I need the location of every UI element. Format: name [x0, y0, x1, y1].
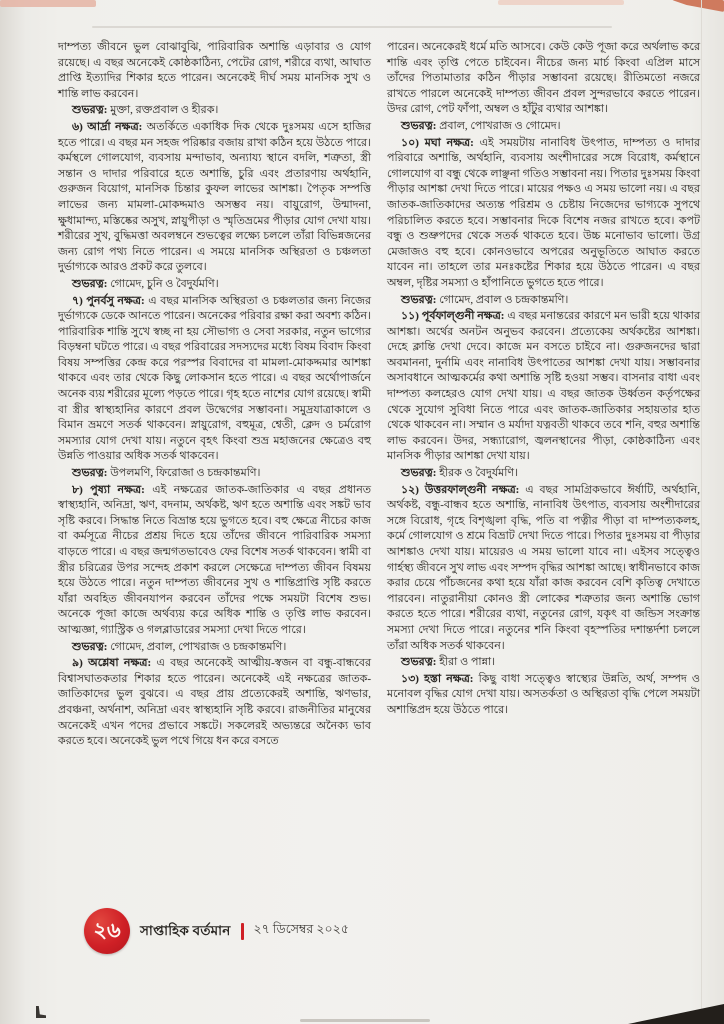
page-number-badge — [84, 908, 130, 954]
scan-fold-line — [92, 26, 612, 28]
section-text: এ বছর মনান্তরের কারণে মন ভারী হয়ে থাকার আশঙ্কা। অর্থের অনটন অনুভব করবেন। প্রত্যেকেয় অর্থকষ্টের আশঙ্কা। দেহে ক্লান্তি দেখা দেবে। কাজে মন বসতে চাইবে না। গুরুজনদের দ্বারা অবমাননা, দুর্নামি এবং নানাবিধ উৎপাতের আশঙ্কা দেখা যায়। সম্ভাবনার অসাবধানে আত্মকর্মের কথা অশান্তি সৃষ্টি হওয়া সম্ভব। বাসনার বাধা এবং দাম্পত্য কলহেরও যোগ দেখা যায়। এ বছর জাতক উর্ধ্বতন কর্তৃপক্ষের থেকে সুযোগ সুবিধা নিতে পারে এবং জাতক-জাতিকার সহায়তার হাত থেকে থাকবেন না। সম্মান ও মর্যাদা যত্নবতী থাকবে তবে শনি, বহুর অশান্তি লাভ করবেন। উদর, সন্ধ্যারোগ, জ্বলনস্থানের পীড়া, কোষ্ঠকাঠিন্য এবং মানসিক পীড়ার আশঙ্কা দেখা যায়। — [387, 310, 701, 463]
lucky-gems-text: গোমেদ, প্রবাল, পোখরাজ ও চন্দ্রকান্তমণি। — [110, 640, 287, 653]
lucky-gems-text: হীরা ও পান্না। — [439, 656, 496, 669]
page-edge-line — [701, 0, 702, 1024]
lucky-gems-text: মুক্তা, রক্তপ্রবাল ও হীরক। — [110, 104, 219, 117]
section-number: ১০) — [401, 136, 419, 149]
paragraph-text: দাম্পত্য জীবনে ভুল বোঝাবুঝি, পারিবারিক অশান্তি এড়াবার ও যোগ রয়েছে। এ বছর অনেকেই কোষ্ঠকাঠিন্য, পেটের রোগ, শরীরে ব্যথা, আঘাত প্রাপ্তি ইত্যাদির শিকার হতে পারেন। অনেকেই দীর্ঘ সময় মানসিক সুখ ও শান্তি লাভ করবেন। — [58, 41, 371, 100]
lucky-gems-label: শুভরত্ন: — [401, 119, 437, 132]
section-number: ১২) — [401, 483, 419, 496]
lucky-gems-text: হীরক ও বৈদুর্যমণি। — [439, 467, 518, 480]
text-column-left — [58, 40, 371, 751]
lucky-gems-text: গোমেদ, প্রবাল ও চন্দ্রকান্তমণি। — [439, 293, 569, 306]
section-text: এ বছর সামগ্রিকভাবে ঈর্ষাটি, অর্থহানি, অর্থকষ্ট, বন্ধু-বান্ধব হতে অশান্তি, নানাবিধ উৎপাত, ব্যবসায় অংশীদারের সঙ্গে বিরোধ, গৃহে বিশৃঙ্খলা বৃদ্ধি, পতি বা পত্নীর পীড়া বা দাম্পত্যকলহ, কর্মে গোলযোগ ও শ্রমে বিভ্রাট দেখা দিতে পারে। পিতার দুঃসময় বা পীড়ার আশঙ্কাও দেখা যায়। মায়েরও এ সময় ভালো যাবে না। এইসব সত্ত্বেও গার্হস্থ্য জীবনে সুখ লাভ এবং সম্পদ বৃদ্ধির আশঙ্কা আছে। স্বাধীনভাবে কাজ করার চেয়ে পাঁচজনের কথা হয়ে যাঁরা কাজ করবেন বেশি কৃতিত্ব দেখাতে পারবেন। নাতুরানীয়া কোনও স্ত্রী লোকের শত্রুতার জন্য অশান্তি ভোগ করতে হতে পারে। শরীরের ব্যথা, নতুনের রোগ, যকৃৎ বা জন্ডিস সংক্রান্ত সমস্যা দেখা দিতে পারে। নতুনের শনি কিংবা বৃহস্পতির দশান্তর্দশা চললে তাঁরা অধিক সতর্ক থাকবেন। — [387, 483, 700, 652]
lucky-gems-label: শুভরত্ন: — [401, 293, 437, 306]
nakshatra-section — [387, 309, 700, 465]
section-number: ১৩) — [401, 672, 419, 685]
lucky-gems-line — [387, 466, 700, 482]
section-title: মঘা নক্ষত্র: — [424, 136, 474, 149]
scan-blot-bottom-left — [36, 1006, 46, 1018]
lucky-gems-line — [387, 293, 700, 309]
section-title: পুষ্যা নক্ষত্র: — [90, 483, 145, 496]
section-title: পুনর্বসু নক্ষত্র: — [86, 294, 145, 307]
section-text: অতর্কিতে একাধিক দিক থেকে দুঃসময় এসে হাজির হতে পারে। এ বছর মন সহজ পরিষ্কার বজায় রাখা কঠিন হয়ে উঠতে পারে। কর্মস্থলে গোলযোগ, ব্যবসায় মন্দাভাব, অন্যায্য স্থানে বদলি, শত্রুতা, স্ত্রী সন্তান ও দাদার পরিবারে হতে অশান্তি, চুরি এবং প্রতারণায় অর্থহানি, গুরুজন বিয়োগ, মানসিক চিন্তার কুফল লাভের আশঙ্কা। পৈতৃক সম্পত্তি লাভের জন্য মামলা-মোকদ্দমাও অসম্ভব নয়। বায়ুরোগ, উন্মাদনা, ক্ষুধামান্দ্য, মস্তিষ্কের অসুখ, স্নায়ুপীড়া ও স্মৃতিভ্রমের পীড়ার যোগ দেখা যায়। শরীরের সুখ, বুদ্ধিমত্তা অবলম্বনে শুভত্বের লক্ষ্যে চললে তাঁরা বিভিন্নজনের জন্য রোগ পথ্য নিতে পারেন। এ সময়ে মানসিক অস্থিরতা ও চঞ্চলতা দুর্ভাগ্যকে আরও প্রকট করে তুলবে। — [58, 120, 371, 274]
lucky-gems-label: শুভরত্ন: — [72, 467, 108, 480]
section-text: এ বছর অনেকেই আত্মীয়-স্বজন বা বন্ধু-বান্ধবের বিশ্বাসঘাতকতার শিকার হতে পারেন। অনেকেই এই নক্ষত্রের জাতক-জাতিকাদের ভুল বুঝবে। এ বছর প্রায় প্রত্যেকেরই অশান্তি, ঋণভার, প্রবঞ্চনা, অর্থনাশ, অনিদ্রা এবং স্বাস্থ্যহানি সৃষ্টি করবে। রাজনীতির মানুষের অনেকেই এখন পদের প্রভাবে সঙ্কটে। সকলেরই অভ্যন্তরে অনৈক্য ভাব করতে হবে। অনেকেই ভুল পথে গিয়ে ধন করে বসতে — [58, 657, 372, 748]
section-number: ৮) — [72, 483, 83, 496]
lucky-gems-label: শুভরত্ন: — [72, 277, 108, 290]
section-title: পূর্বফাল্গুনী নক্ষত্র: — [421, 310, 505, 323]
lucky-gems-line — [58, 277, 371, 293]
lucky-gems-line — [387, 655, 700, 671]
scan-smudge-bottom — [300, 1019, 430, 1022]
nakshatra-section — [387, 136, 700, 292]
lucky-gems-line — [58, 103, 371, 119]
page-number: ২৬ — [93, 918, 121, 942]
section-number: ১১) — [401, 310, 419, 323]
section-title: হস্তা নক্ষত্র: — [424, 672, 474, 685]
lucky-gems-line — [58, 466, 371, 482]
scan-artifact-top-left — [0, 0, 96, 7]
section-number: ৬) — [72, 120, 83, 133]
lucky-gems-text: প্রবাল, পোখরাজ ও গোমেদ। — [439, 119, 561, 132]
section-text: এই সময়টায় নানাবিধ উৎপাত, দাম্পত্য ও দাদার পরিবারে অশান্তি, অর্থহানি, ব্যবসায় অংশীদারের সঙ্গে বিরোধ, কর্মস্থানে গোলযোগ বা বন্ধু থেকে লাঞ্ছনা গতিও সম্ভাবনা নয়। পিতার দুঃসময় কিংবা পীড়ার আশঙ্কা দেখা দিতে পারে। মায়ের পক্ষও এ সময় ভালো নয়। এ বছর জাতক-জাতিকাদের অত্যন্ত পরিশ্রম ও চেষ্টায় নিজেদের ভাগ্যকে সুপথে পরিচালিত করতে হবে। সম্ভাবনার দিকে বিশেষ নজর রাখতে হবে। কপট বন্ধু ও শুভ্রুপদের থেকে সতর্ক থাকতে হবে। উচ্চ মনোভাব ভালো। উগ্র মেজাজও বহু হবে। কোনওভাবে অপরের অনুভূতিতে আঘাত করতে যাবেন না। তাহলে তার মনঃকষ্টের শিকার হয়ে উঠতে পারেন। এ বছর অম্বল, দৃষ্টির সমস্যা ও হাঁপানিতে ভুগতে হতে পারে। — [387, 136, 701, 289]
lucky-gems-text: গোমেদ, চুনি ও বৈদুর্যমণি। — [110, 277, 219, 290]
nakshatra-section — [387, 672, 700, 719]
scan-shadow-bottom-right — [628, 1004, 724, 1024]
section-title: আর্দ্রা নক্ষত্র: — [87, 120, 143, 133]
section-title: উত্তরফাল্গুনী নক্ষত্র: — [424, 483, 520, 496]
continuation-paragraph — [58, 40, 371, 102]
continuation-paragraph — [387, 40, 700, 118]
lucky-gems-label: শুভরত্ন: — [401, 467, 437, 480]
section-title: অশ্লেষা নক্ষত্র: — [88, 657, 152, 670]
nakshatra-section — [58, 120, 371, 276]
lucky-gems-text: উপলমণি, ফিরোজা ও চন্দ্রকান্তমণি। — [110, 467, 261, 480]
lucky-gems-label: শুভরত্ন: — [72, 640, 108, 653]
section-number: ৯) — [72, 657, 83, 670]
issue-date: ২৭ ডিসেম্বর ২০২৫ — [253, 922, 349, 936]
nakshatra-section — [58, 483, 371, 639]
paragraph-text: পারেন। অনেকেরই ধর্মে মতি আসবে। কেউ কেউ পূজা করে অর্থলাভ করে শান্তি এবং তৃপ্তি পেতে চাইবেন। নীচের জন্য মার্চ কিংবা এপ্রিল মাসে তাঁদের পিতামাতার কঠিন পীড়ার সম্ভাবনা রয়েছে। রীতিমতো নজরে রাখতে পারলে অনেকেই দাম্পত্য জীবন প্রবল সুন্দরভাবে করতে পারেন। উদর রোগ, পেট ফাঁপা, অম্বল ও হাঁটুর ব্যথার আশঙ্কা। — [387, 41, 700, 116]
lucky-gems-line — [387, 119, 700, 135]
nakshatra-section — [387, 483, 700, 655]
scan-artifact-top-right — [672, 0, 724, 12]
lucky-gems-label: শুভরত্ন: — [401, 656, 437, 669]
magazine-name: সাপ্তাহিক বর্তমান — [140, 922, 231, 938]
section-text: এই নক্ষত্রের জাতক-জাতিকার এ বছর প্রধানত স্বাস্থ্যহানি, অনিদ্রা, ঋণ, বদনাম, অর্থকষ্ট, ঋণ হতে অশান্তি এবং সঙ্কট ভাব সৃষ্টি করবে। সিদ্ধান্ত নিতে বিভ্রান্ত হয়ে ভুগতে হবে। বহু ক্ষেত্রে নীচের কাজ বা কর্মসূত্রে নীচের প্রশ্রয় দিতে হয়ে তাঁদের জীবনে পারিবারিক সমস্যা বাড়তে পারে। এ বছর জন্মগতভাবেও ফের বিশেষ সতর্ক থাকবেন। স্বামী বা স্ত্রীর চরিত্রের উপর সন্দেহ প্রকাশ করলে সেক্ষেত্রে দাম্পত্য জীবন বিষময় হয়ে উঠতে পারে। নতুন দাম্পত্য জীবনের সুখ ও শান্তিপ্রাপ্তি সৃষ্টি করতে যাঁরা অবহিত জীবনযাপন করবেন তাঁদের পক্ষে সময়টা বিশেষ শুভ। অনেকে পূজা কাজে অর্থব্যয় করে অধিক শান্তি ও তৃপ্তি লাভ করবেন। আত্মজ্ঞা, গ্যাস্ট্রিক ও গলব্লাডারের সমস্যা দেখা দিতে পারে। — [58, 483, 372, 636]
section-number: ৭) — [72, 294, 83, 307]
article-body — [58, 40, 700, 751]
footer-separator — [241, 923, 244, 940]
section-text: এ বছর মানসিক অস্থিরতা ও চঞ্চলতার জন্য নিজের দুর্ভাগ্যকে ডেকে আনতে পারেন। অনেকের পরিবার রক্ষা করা অবশ্য কঠিন। পারিবারিক শান্তি সুখে স্বচ্ছ না হয় সৌভাগ্য ও সেবা সরকার, নতুন ভাগ্যের বিড়ম্বনা ঘটতে পারে। এ বছর পরিবারের সদস্যদের মধ্যে বিষম বিবাদ কিংবা বিষয় সম্পত্তির কেন্দ্র করে পরস্পর বিবাদের বা মামলা-মোকদ্দমার আশঙ্কা থাকবে এবং তার থেকে কিছু লোকসান হতে পারে। এ বছর অর্থোপার্জনে অনেক ব্যয় শরীরের মূল্যে পড়তে পারে। গৃহ হতে নাশের যোগ রয়েছে। স্বামী বা স্ত্রীর স্বাস্থ্যহানির কারণে প্রবল উদ্বেগের সম্ভাবনা। সমুদ্রযাত্রাকালে ও বিমান ভ্রমণে সতর্ক থাকবেন। স্নায়ুরোগ, বহুমূত্র, শ্বেতী, ক্লেদ ও চর্মরোগ সমস্যার যোগ দেখা যায়। নতুনে বৃহৎ কিংবা শুভ্র মহাজনের ক্ষেত্রেও বহু উন্নতি পাওয়ার অধিক সতর্ক থাকবেন। — [58, 294, 371, 463]
page-footer — [84, 908, 349, 954]
nakshatra-section — [58, 294, 371, 466]
lucky-gems-line — [58, 640, 371, 656]
nakshatra-section — [58, 656, 371, 750]
text-column-right — [387, 40, 700, 751]
scan-artifact-top-middle — [498, 0, 624, 5]
section-text: কিছু বাধা সত্ত্বেও স্বাস্থ্যের উন্নতি, অর্থ, সম্পদ ও মনোবল বৃদ্ধির যোগ দেখা যায়। অসতর্কতা ও অস্থিরতা বৃদ্ধি পেলে সময়টা অশান্তিপ্রদ হয়ে উঠতে পারে। — [387, 672, 701, 716]
lucky-gems-label: শুভরত্ন: — [72, 104, 108, 117]
